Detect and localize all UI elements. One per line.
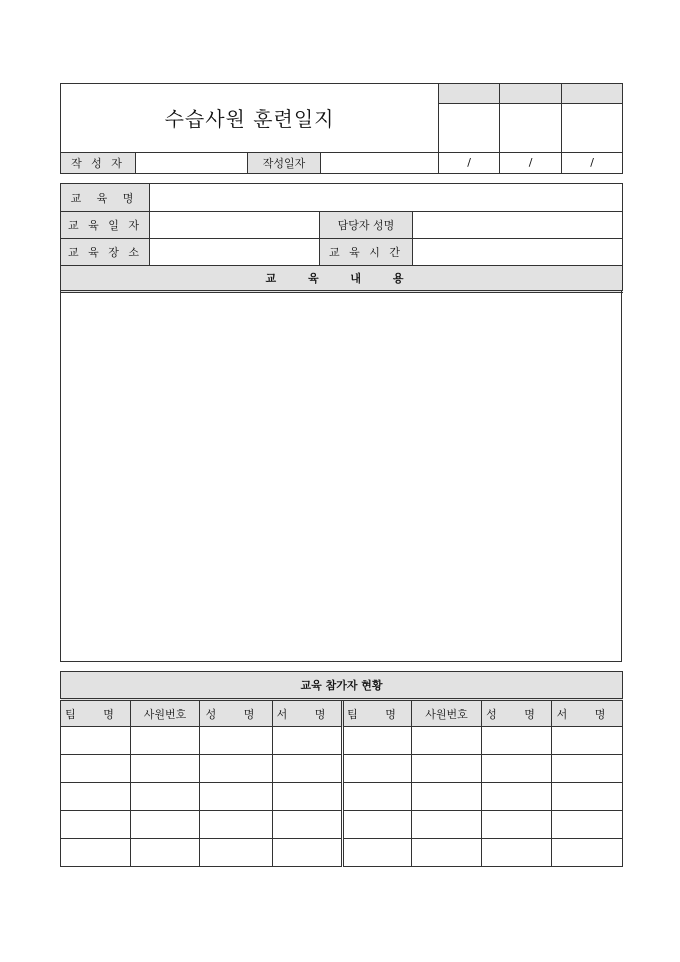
date-label: 작성일자	[248, 152, 321, 173]
approval-head-2	[500, 84, 562, 104]
team-cell[interactable]	[61, 727, 131, 755]
title-cell	[61, 84, 439, 153]
edu-time-field[interactable]	[413, 239, 623, 266]
edu-name-field[interactable]	[150, 184, 623, 212]
edu-content-header: 교 육 내 용	[61, 266, 623, 292]
name-cell[interactable]	[482, 783, 552, 811]
name-cell[interactable]	[200, 839, 273, 867]
edu-name-label: 교 육 명	[61, 184, 150, 212]
table-row	[61, 783, 623, 811]
team-cell[interactable]	[61, 839, 131, 867]
name-cell[interactable]	[482, 811, 552, 839]
author-field[interactable]	[136, 152, 248, 173]
participants-title: 교육 참가자 현황	[61, 672, 623, 700]
employee-no-cell[interactable]	[412, 783, 482, 811]
table-row	[61, 755, 623, 783]
team-cell[interactable]	[343, 755, 412, 783]
col-employee-no: 사원번호	[412, 700, 482, 727]
name-cell[interactable]	[200, 727, 273, 755]
col-signature: 서 명	[552, 700, 623, 727]
edu-place-label: 교 육 장 소	[61, 239, 150, 266]
employee-no-cell[interactable]	[131, 755, 200, 783]
approval-sign-2[interactable]	[500, 104, 562, 153]
manager-name-label: 담당자 성명	[320, 212, 413, 239]
signature-cell[interactable]	[552, 783, 623, 811]
col-name: 성 명	[200, 700, 273, 727]
employee-no-cell[interactable]	[131, 727, 200, 755]
signature-cell[interactable]	[552, 727, 623, 755]
col-team-name: 팀 명	[61, 700, 131, 727]
signature-cell[interactable]	[273, 727, 343, 755]
edu-date-label: 교 육 일 자	[61, 212, 150, 239]
author-label: 작 성 자	[61, 152, 136, 173]
header-table	[60, 83, 623, 174]
name-cell[interactable]	[482, 727, 552, 755]
approval-head-1	[439, 84, 500, 104]
col-team-name: 팀 명	[343, 700, 412, 727]
signature-cell[interactable]	[552, 811, 623, 839]
employee-no-cell[interactable]	[412, 811, 482, 839]
employee-no-cell[interactable]	[412, 755, 482, 783]
col-name: 성 명	[482, 700, 552, 727]
signature-cell[interactable]	[552, 755, 623, 783]
manager-name-field[interactable]	[413, 212, 623, 239]
edu-date-field[interactable]	[150, 212, 320, 239]
employee-no-cell[interactable]	[412, 727, 482, 755]
team-cell[interactable]	[61, 755, 131, 783]
employee-no-cell[interactable]	[131, 783, 200, 811]
signature-cell[interactable]	[273, 839, 343, 867]
team-cell[interactable]	[61, 811, 131, 839]
team-cell[interactable]	[343, 811, 412, 839]
approval-date-2[interactable]: /	[500, 152, 562, 173]
employee-no-cell[interactable]	[131, 811, 200, 839]
participants-table	[60, 671, 623, 867]
page-title: 수습사원 훈련일지	[164, 107, 335, 132]
approval-date-3[interactable]: /	[562, 152, 623, 173]
approval-date-1[interactable]: /	[439, 152, 500, 173]
name-cell[interactable]	[482, 755, 552, 783]
employee-no-cell[interactable]	[131, 839, 200, 867]
name-cell[interactable]	[200, 811, 273, 839]
team-cell[interactable]	[343, 727, 412, 755]
employee-no-cell[interactable]	[412, 839, 482, 867]
name-cell[interactable]	[200, 783, 273, 811]
date-field[interactable]	[321, 152, 439, 173]
approval-sign-3[interactable]	[562, 104, 623, 153]
signature-cell[interactable]	[273, 755, 343, 783]
team-cell[interactable]	[343, 839, 412, 867]
approval-head-3	[562, 84, 623, 104]
edu-place-field[interactable]	[150, 239, 320, 266]
table-row	[61, 839, 623, 867]
name-cell[interactable]	[482, 839, 552, 867]
team-cell[interactable]	[343, 783, 412, 811]
name-cell[interactable]	[200, 755, 273, 783]
table-row	[61, 811, 623, 839]
col-employee-no: 사원번호	[131, 700, 200, 727]
signature-cell[interactable]	[273, 783, 343, 811]
signature-cell[interactable]	[552, 839, 623, 867]
edu-time-label: 교 육 시 간	[320, 239, 413, 266]
table-row	[61, 727, 623, 755]
edu-content-area[interactable]	[60, 291, 622, 662]
col-signature: 서 명	[273, 700, 343, 727]
education-info-table	[60, 183, 623, 293]
signature-cell[interactable]	[273, 811, 343, 839]
participants-header-row	[61, 700, 623, 727]
team-cell[interactable]	[61, 783, 131, 811]
approval-sign-1[interactable]	[439, 104, 500, 153]
